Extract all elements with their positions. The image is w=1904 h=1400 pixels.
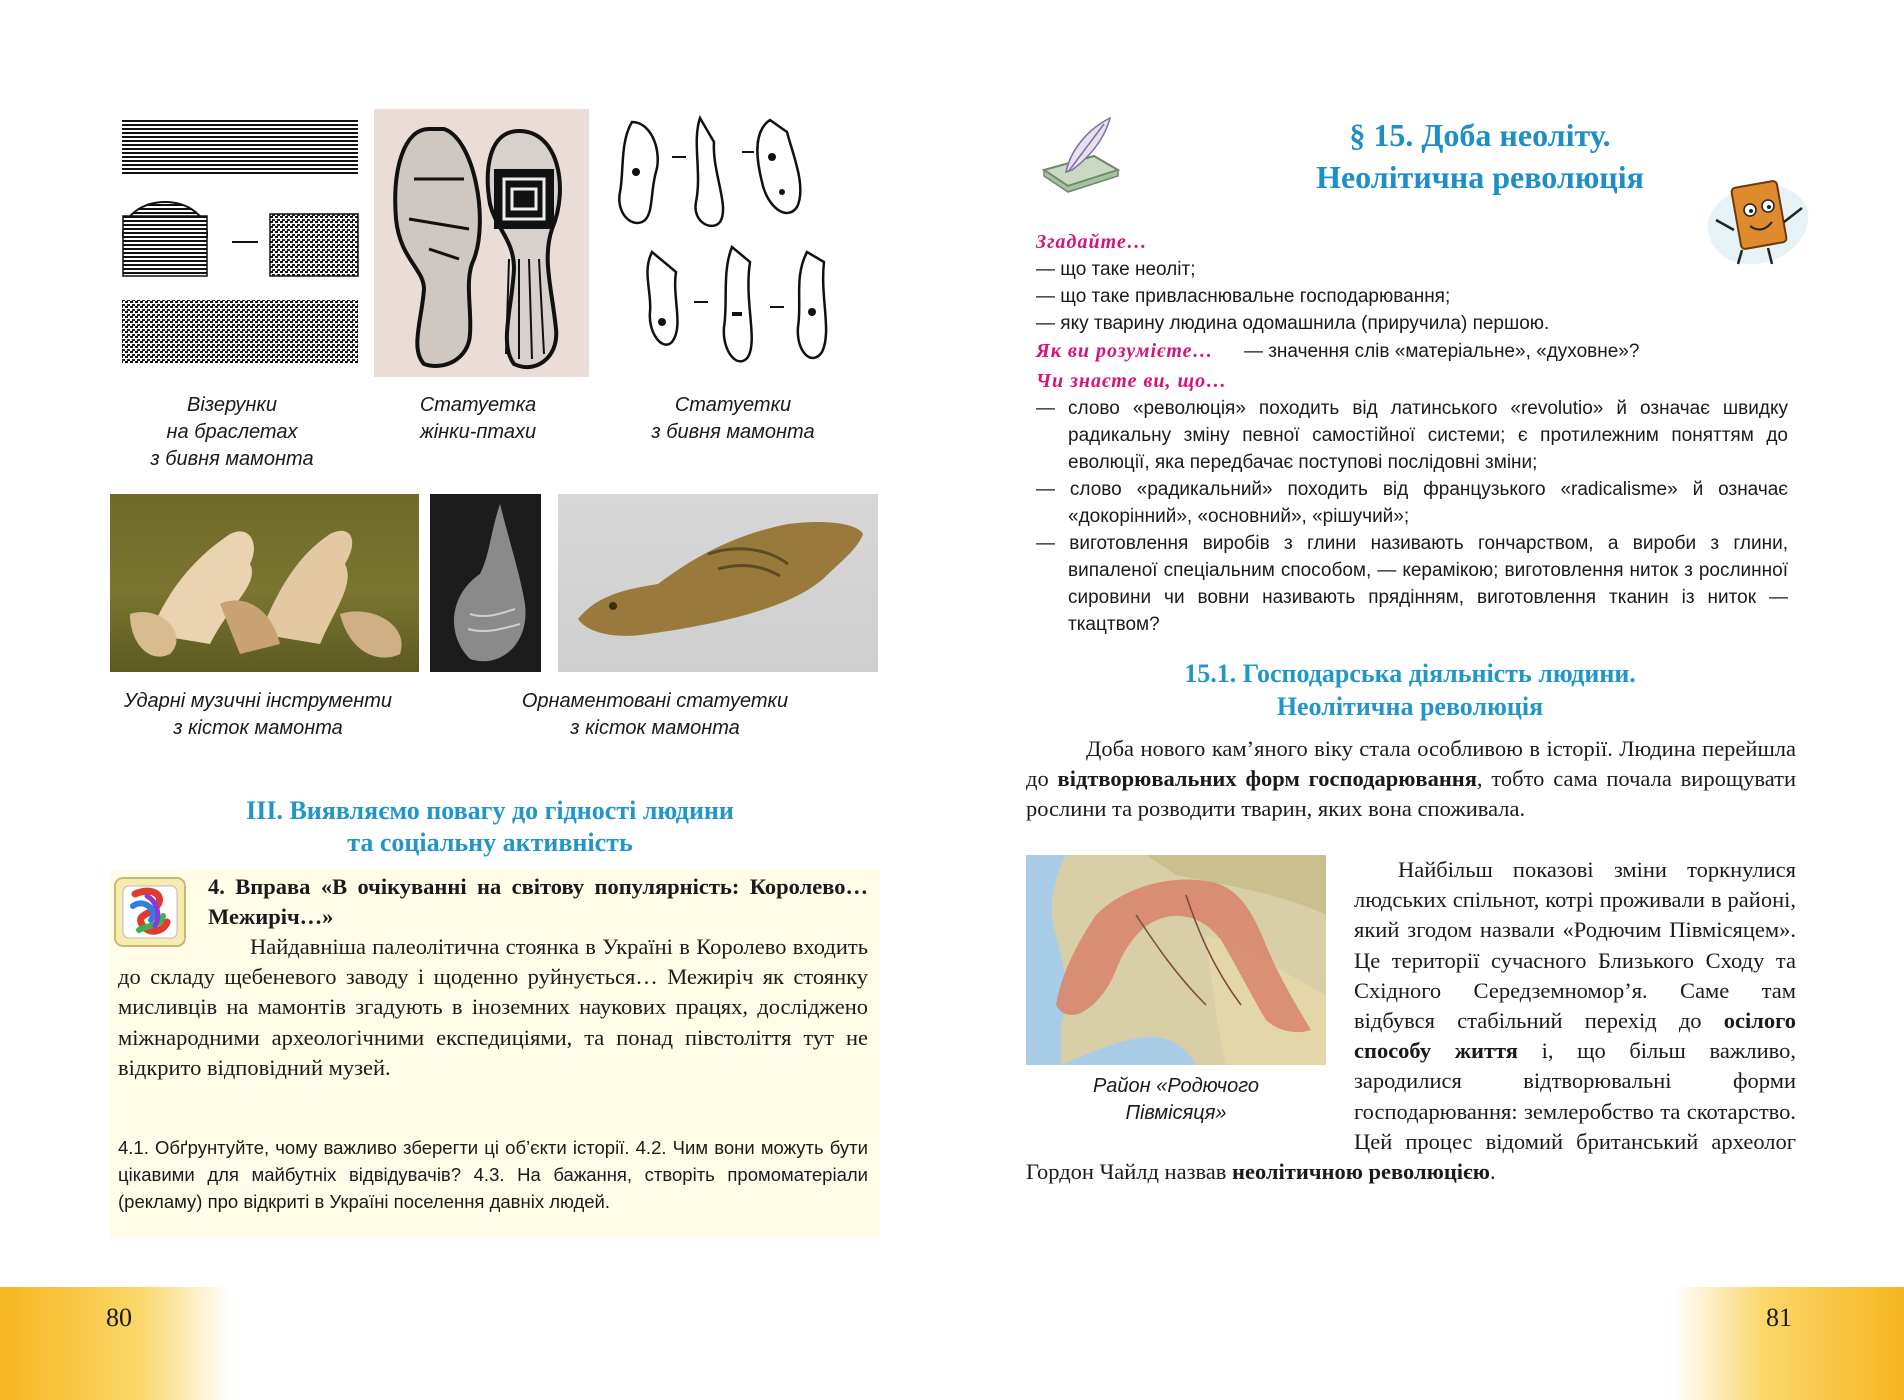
bird-woman-statuette-image — [374, 109, 589, 377]
paragraph-1 — [1026, 734, 1796, 825]
page-number-left: 80 — [106, 1303, 132, 1332]
quill-book-icon — [1036, 112, 1124, 194]
caption-line: Район «Родючого — [1092, 1075, 1260, 1097]
know-label: Чи знаєте ви, що… — [1036, 370, 1228, 392]
bracelet-patterns-image — [120, 116, 362, 368]
para-text: і, що більш важливо, зародилися відтворювальні форми господарювання: землеробство та скотарство. Цей процес відомий британський археолог Гордон Чайлд назвав — [1026, 1038, 1796, 1185]
know-item: — виготовлення виробів з глини називають гончарством, а вироби з глини, випаленої спеціальним способом, — керамікою; виготовлення ниток з рослинної сировини чи вовни називають прядінням, виготовлення тканин із ниток — ткацтвом? — [1036, 533, 1788, 635]
understand-text: — значення слів «матеріальне», «духовне»? — [1243, 341, 1640, 362]
caption-line: жінки-птахи — [419, 421, 537, 443]
para-bold: осілого способу життя — [1354, 1008, 1796, 1064]
title-line: § 15. Доба неоліту. — [1349, 117, 1611, 153]
understand-row — [1036, 337, 1788, 367]
heading-line: та соціальну активність — [347, 828, 633, 857]
caption-bracelets — [118, 392, 346, 473]
para-text: , тобто сама почала вирощувати рослини та розводити тварин, яких вона споживала. — [1026, 766, 1796, 822]
tusk-statuettes-image — [612, 112, 852, 380]
recall-item: — яку тварину людина одомашнила (приручила) першою. — [1036, 313, 1550, 334]
section-heading — [120, 795, 860, 859]
musical-instruments-photo — [110, 494, 419, 672]
caption-line: Візерунки — [186, 394, 277, 416]
caption-line: на браслетах — [166, 421, 298, 443]
recall-label: Згадайте… — [1036, 231, 1148, 253]
caption-line: Орнаментовані статуетки — [521, 690, 789, 712]
caption-line: Статуетки — [674, 394, 792, 416]
caption-instruments — [98, 688, 418, 742]
fertile-crescent-map — [1026, 855, 1326, 1065]
caption-line: з кісток мамонта — [570, 717, 740, 739]
page-title — [1200, 114, 1760, 198]
paragraph-2 — [1026, 855, 1796, 1187]
footer-band — [0, 1287, 1904, 1400]
know-item: — слово «радикальний» походить від французького «radicalisme» й означає «докорінний», «основний», «рішучий»; — [1036, 479, 1788, 527]
map-figure — [1026, 855, 1328, 1149]
intro-block — [1036, 228, 1788, 638]
para-text: Найбільш показові зміни торкнулися людських спільнот, котрі проживали в районі, який згодом назвали «Родючим Півмісяцем». Це території сучасного Близького Сходу та Східного Середземномор’я. Саме там відбувся стабільний перехід до — [1354, 857, 1796, 1034]
para-bold: відтворювальних форм господарювання — [1057, 766, 1477, 792]
exercise-body: Найдавніша палеолітична стоянка в Україні в Королево входить до складу щебеневого заводу і щоденно руйнується… Межиріч як стоянку мисливців на мамонтів згадують в іноземних наукових працях, досліджено міжнародними археологічними експедиціями, та понад півстоліття тут не відкрито відповідний музей. — [118, 934, 868, 1080]
exercise-title: 4. Вправа «В очікуванні на світову популярність: Королево… Межиріч…» — [208, 874, 868, 930]
caption-tusk-statuettes — [618, 392, 848, 446]
para-text: Доба нового кам’яного віку стала особливою в історії. Людина перейшла до — [1026, 736, 1796, 792]
map-caption — [1026, 1073, 1326, 1127]
para-bold: неолітичною революцією — [1232, 1159, 1490, 1185]
page-number-right: 81 — [1766, 1303, 1792, 1332]
caption-line: з кісток мамонта — [173, 717, 343, 739]
caption-line: Ударні музичні інструменти — [123, 690, 393, 712]
subheading-line: Неолітична революція — [1276, 692, 1544, 721]
subheading — [1030, 657, 1790, 723]
heading-line: ІІІ. Виявляємо повагу до гідності людини — [246, 796, 734, 825]
caption-ornamented — [500, 688, 810, 742]
caption-bird-woman — [378, 392, 578, 446]
exercise-box — [110, 870, 880, 1238]
caption-line: з бивня мамонта — [651, 421, 815, 443]
title-line: Неолітична революція — [1316, 159, 1644, 195]
para-text: . — [1489, 1159, 1496, 1185]
know-item: — слово «революція» походить від латинського «revolutio» й означає швидку радикальну зміну певної самостійної системи; є протилежним поняттям до еволюції, яка передбачає поступові послідовні зміни; — [1036, 398, 1788, 473]
bird-statuette-photo — [558, 494, 878, 672]
recall-item: — що таке неоліт; — [1036, 259, 1196, 280]
understand-label: Як ви розумієте… — [1036, 340, 1214, 362]
recall-item: — що таке привласнювальне господарювання; — [1036, 286, 1451, 307]
exercise-tasks: 4.1. Обґрунтуйте, чому важливо зберегти ці об’єкти історії. 4.2. Чим вони можуть бути цікавими для майбутніх відвідувачів? 4.3. На бажання, створіть промоматеріали (рекламу) про відкриті в Україні поселення давніх людей. — [118, 1137, 868, 1212]
subheading-line: 15.1. Господарська діяльність людини. — [1184, 659, 1636, 688]
caption-line: з бивня мамонта — [150, 448, 314, 470]
caption-line: Півмісяця» — [1125, 1102, 1227, 1124]
caption-line: Статуетка — [419, 394, 537, 416]
ornamented-statuette-photo — [430, 494, 541, 672]
